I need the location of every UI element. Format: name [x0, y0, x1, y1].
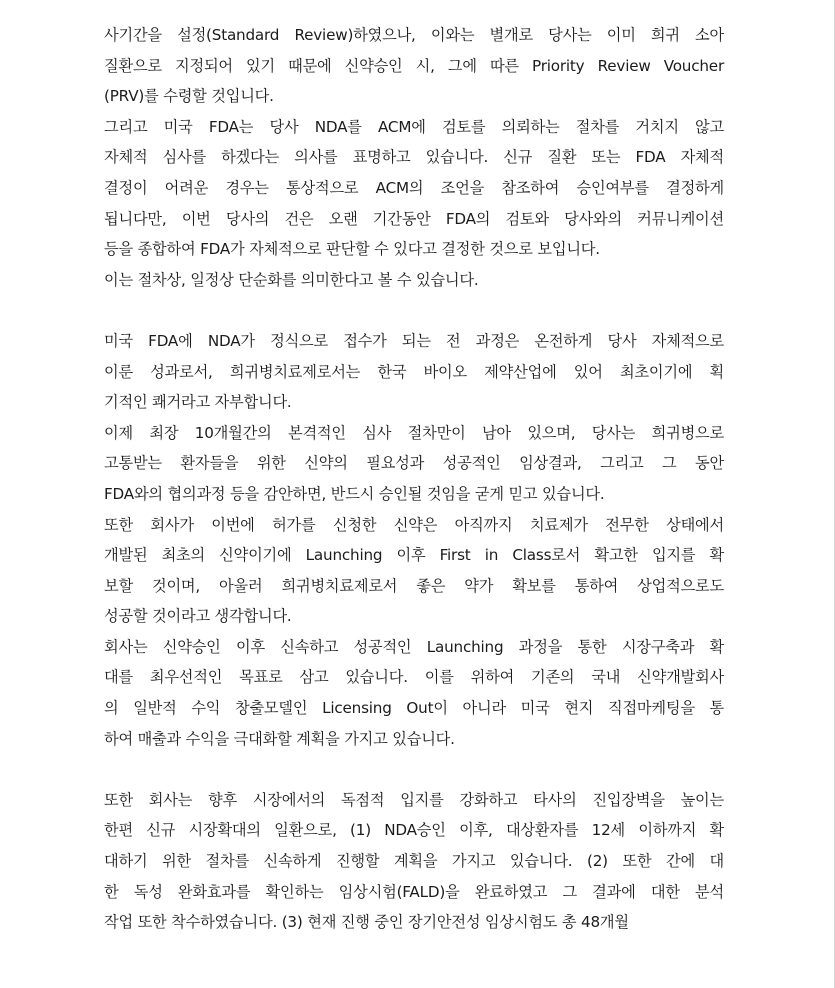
text-line: 대를 최우선적인 목표로 삼고 있습니다. 이를 위하여 기존의 국내 신약개발회사	[104, 668, 724, 687]
paragraph	[104, 632, 724, 754]
text-line: 하여 매출과 수익을 극대화할 계획을 가지고 있습니다.	[104, 729, 455, 748]
paragraph	[104, 785, 724, 938]
text-line: 이제 최장 10개월간의 본격적인 심사 절차만이 남아 있으며, 당사는 희귀병으로	[104, 423, 724, 442]
text-line: 대하기 위한 절차를 신속하게 진행할 계획을 가지고 있습니다. (2) 또한 간에 대	[104, 852, 724, 871]
text-line: 또한 회사는 향후 시장에서의 독점적 입지를 강화하고 타사의 진입장벽을 높이는	[104, 790, 724, 809]
text-line: 사기간을 설정(Standard Review)하였으나, 이와는 별개로 당사는 이미 희귀 소아	[104, 26, 724, 44]
paragraph-gap	[104, 754, 724, 785]
text-line: 회사는 신약승인 이후 신속하고 성공적인 Launching 과정을 통한 시장구축과 확	[104, 637, 724, 656]
text-line: 또한 회사가 이번에 허가를 신청한 신약은 아직까지 치료제가 전무한 상태에서	[104, 515, 724, 534]
text-line: 이룬 성과로서, 희귀병치료제로서는 한국 바이오 제약산업에 있어 최초이기에 획	[104, 362, 724, 381]
text-line: 기적인 쾌거라고 자부합니다.	[104, 393, 292, 412]
document-body	[104, 20, 724, 938]
text-line: FDA와의 협의과정 등을 감안하면, 반드시 승인될 것임을 굳게 믿고 있습니다.	[104, 484, 605, 503]
text-line: 결정이 어려운 경우는 통상적으로 ACM의 조언을 참조하여 승인여부를 결정하게	[104, 178, 724, 197]
text-line: 자체적 심사를 하겠다는 의사를 표명하고 있습니다. 신규 질환 또는 FDA 자체적	[104, 148, 724, 167]
text-line: 그리고 미국 FDA는 당사 NDA를 ACM에 검토를 의뢰하는 절차를 거치지 않고	[104, 117, 724, 136]
text-line: 고통받는 환자들을 위한 신약의 필요성과 성공적인 임상결과, 그리고 그 동안	[104, 454, 724, 473]
text-line: 성공할 것이라고 생각합니다.	[104, 607, 292, 626]
text-line: 됩니다만, 이번 당사의 건은 오랜 기간동안 FDA의 검토와 당사와의 커뮤니케이션	[104, 209, 724, 228]
paragraph-gap	[104, 295, 724, 326]
text-line: 이는 절차상, 일정상 단순화를 의미한다고 볼 수 있습니다.	[104, 270, 479, 289]
paragraph	[104, 418, 724, 510]
text-line: 작업 또한 착수하였습니다. (3) 현재 진행 중인 장기안전성 임상시험도 총 48개월	[104, 913, 629, 932]
paragraph	[104, 265, 724, 296]
text-line: 보할 것이며, 아울러 희귀병치료제로서 좋은 약가 확보를 통하여 상업적으로도	[104, 576, 724, 595]
text-line: 질환으로 지정되어 있기 때문에 신약승인 시, 그에 따른 Priority Review Voucher	[104, 56, 724, 75]
text-line: 한 독성 완화효과를 확인하는 임상시험(FALD)을 완료하였고 그 결과에 대한 분석	[104, 882, 724, 901]
paragraph	[104, 112, 724, 265]
text-line: 등을 종합하여 FDA가 자체적으로 판단할 수 있다고 결정한 것으로 보입니다.	[104, 240, 600, 259]
text-line: (PRV)를 수령할 것입니다.	[104, 87, 274, 106]
text-line: 개발된 최초의 신약이기에 Launching 이후 First in Class로서 확고한 입지를 확	[104, 546, 724, 565]
paragraph	[104, 20, 724, 112]
text-line: 의 일반적 수익 창출모델인 Licensing Out이 아니라 미국 현지 직접마케팅을 통	[104, 699, 724, 718]
paragraph	[104, 326, 724, 418]
text-line: 한편 신규 시장확대의 일환으로, (1) NDA승인 이후, 대상환자를 12세 이하까지 확	[104, 821, 724, 840]
paragraph	[104, 510, 724, 632]
text-line: 미국 FDA에 NDA가 정식으로 접수가 되는 전 과정은 온전하게 당사 자체적으로	[104, 331, 724, 350]
